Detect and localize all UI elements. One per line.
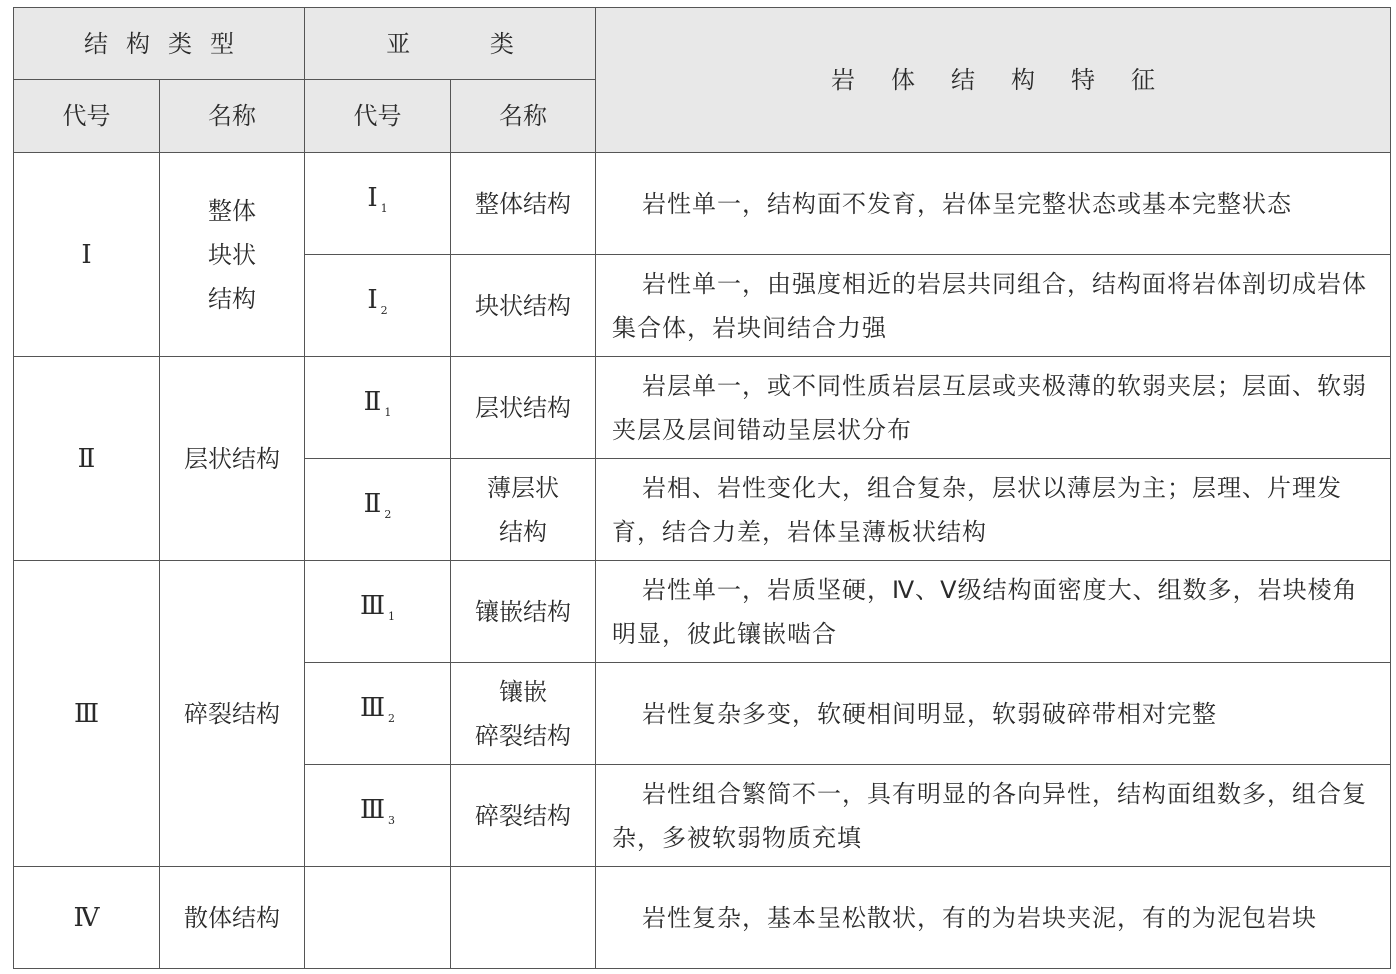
structure-type-name-line: 块状 bbox=[208, 240, 256, 269]
subclass-code-subscript: 2 bbox=[380, 304, 388, 317]
subclass-code bbox=[305, 357, 451, 459]
structure-feature: 岩性单一，岩质坚硬，Ⅳ、Ⅴ级结构面密度大、组数多，岩块棱角明显，彼此镶嵌啮合 bbox=[596, 561, 1391, 663]
header-sub-code: 代号 bbox=[305, 80, 451, 153]
rock-structure-table bbox=[13, 7, 1391, 969]
subclass-code-subscript: 2 bbox=[388, 712, 396, 725]
table-row bbox=[14, 867, 1391, 969]
header-subclass: 亚 类 bbox=[305, 8, 596, 80]
subclass-name bbox=[451, 153, 596, 255]
subclass-code-numeral: Ⅲ bbox=[359, 795, 386, 825]
subclass-name-line: 薄层状 bbox=[487, 473, 559, 502]
structure-feature: 岩性单一，结构面不发育，岩体呈完整状态或基本完整状态 bbox=[596, 153, 1391, 255]
subclass-code-numeral: Ⅲ bbox=[359, 591, 386, 621]
subclass-code bbox=[305, 153, 451, 255]
table-row bbox=[14, 357, 1391, 459]
structure-type-name-line: 结构 bbox=[208, 284, 256, 313]
table-row bbox=[14, 561, 1391, 663]
structure-feature: 岩相、岩性变化大，组合复杂，层状以薄层为主；层理、片理发育，结合力差，岩体呈薄板状结构 bbox=[596, 459, 1391, 561]
subclass-code-numeral: Ⅰ bbox=[367, 285, 378, 315]
structure-type-code: Ⅰ bbox=[14, 153, 160, 357]
header-feature: 岩体结构特征 bbox=[596, 8, 1391, 153]
subclass-name-line: 层状结构 bbox=[475, 393, 571, 422]
subclass-code bbox=[305, 867, 451, 969]
structure-feature: 岩性组合繁简不一，具有明显的各向异性，结构面组数多，组合复杂，多被软弱物质充填 bbox=[596, 765, 1391, 867]
subclass-code bbox=[305, 561, 451, 663]
subclass-name bbox=[451, 357, 596, 459]
subclass-code bbox=[305, 255, 451, 357]
structure-type-name bbox=[160, 867, 305, 969]
subclass-code-subscript: 1 bbox=[380, 202, 388, 215]
structure-feature: 岩性复杂，基本呈松散状，有的为岩块夹泥，有的为泥包岩块 bbox=[596, 867, 1391, 969]
structure-type-name-line: 层状结构 bbox=[184, 444, 280, 473]
subclass-code-subscript: 1 bbox=[384, 406, 392, 419]
subclass-code-subscript: 2 bbox=[384, 508, 392, 521]
table-header bbox=[14, 8, 1391, 153]
structure-type-name-line: 散体结构 bbox=[184, 903, 280, 932]
subclass-code-numeral: Ⅲ bbox=[359, 693, 386, 723]
subclass-name bbox=[451, 663, 596, 765]
structure-type-code: Ⅳ bbox=[14, 867, 160, 969]
subclass-code-numeral: Ⅰ bbox=[367, 183, 378, 213]
subclass-name bbox=[451, 561, 596, 663]
subclass-name bbox=[451, 765, 596, 867]
subclass-code bbox=[305, 663, 451, 765]
subclass-name-line: 碎裂结构 bbox=[475, 721, 571, 750]
subclass-code-subscript: 1 bbox=[388, 610, 396, 623]
subclass-name-line: 结构 bbox=[499, 517, 547, 546]
header-structure-type: 结构类型 bbox=[14, 8, 305, 80]
table-row bbox=[14, 153, 1391, 255]
structure-type-name-line: 碎裂结构 bbox=[184, 699, 280, 728]
subclass-name bbox=[451, 255, 596, 357]
subclass-name-line: 块状结构 bbox=[475, 291, 571, 320]
subclass-code-subscript: 3 bbox=[388, 814, 396, 827]
subclass-name bbox=[451, 867, 596, 969]
structure-feature: 岩层单一，或不同性质岩层互层或夹极薄的软弱夹层；层面、软弱夹层及层间错动呈层状分布 bbox=[596, 357, 1391, 459]
table-body bbox=[14, 153, 1391, 969]
structure-feature: 岩性复杂多变，软硬相间明显，软弱破碎带相对完整 bbox=[596, 663, 1391, 765]
structure-type-code: Ⅱ bbox=[14, 357, 160, 561]
subclass-name-line: 碎裂结构 bbox=[475, 801, 571, 830]
subclass-code-numeral: Ⅱ bbox=[363, 489, 382, 519]
structure-type-code: Ⅲ bbox=[14, 561, 160, 867]
structure-type-name bbox=[160, 153, 305, 357]
structure-type-name-line: 整体 bbox=[208, 196, 256, 225]
header-type-code: 代号 bbox=[14, 80, 160, 153]
subclass-name bbox=[451, 459, 596, 561]
subclass-name-line: 镶嵌 bbox=[499, 677, 547, 706]
structure-type-name bbox=[160, 561, 305, 867]
subclass-code-numeral: Ⅱ bbox=[363, 387, 382, 417]
structure-feature: 岩性单一，由强度相近的岩层共同组合，结构面将岩体剖切成岩体集合体，岩块间结合力强 bbox=[596, 255, 1391, 357]
subclass-name-line: 整体结构 bbox=[475, 189, 571, 218]
structure-type-name bbox=[160, 357, 305, 561]
subclass-code bbox=[305, 459, 451, 561]
header-sub-name: 名称 bbox=[451, 80, 596, 153]
subclass-name-line: 镶嵌结构 bbox=[475, 597, 571, 626]
header-type-name: 名称 bbox=[160, 80, 305, 153]
subclass-code bbox=[305, 765, 451, 867]
